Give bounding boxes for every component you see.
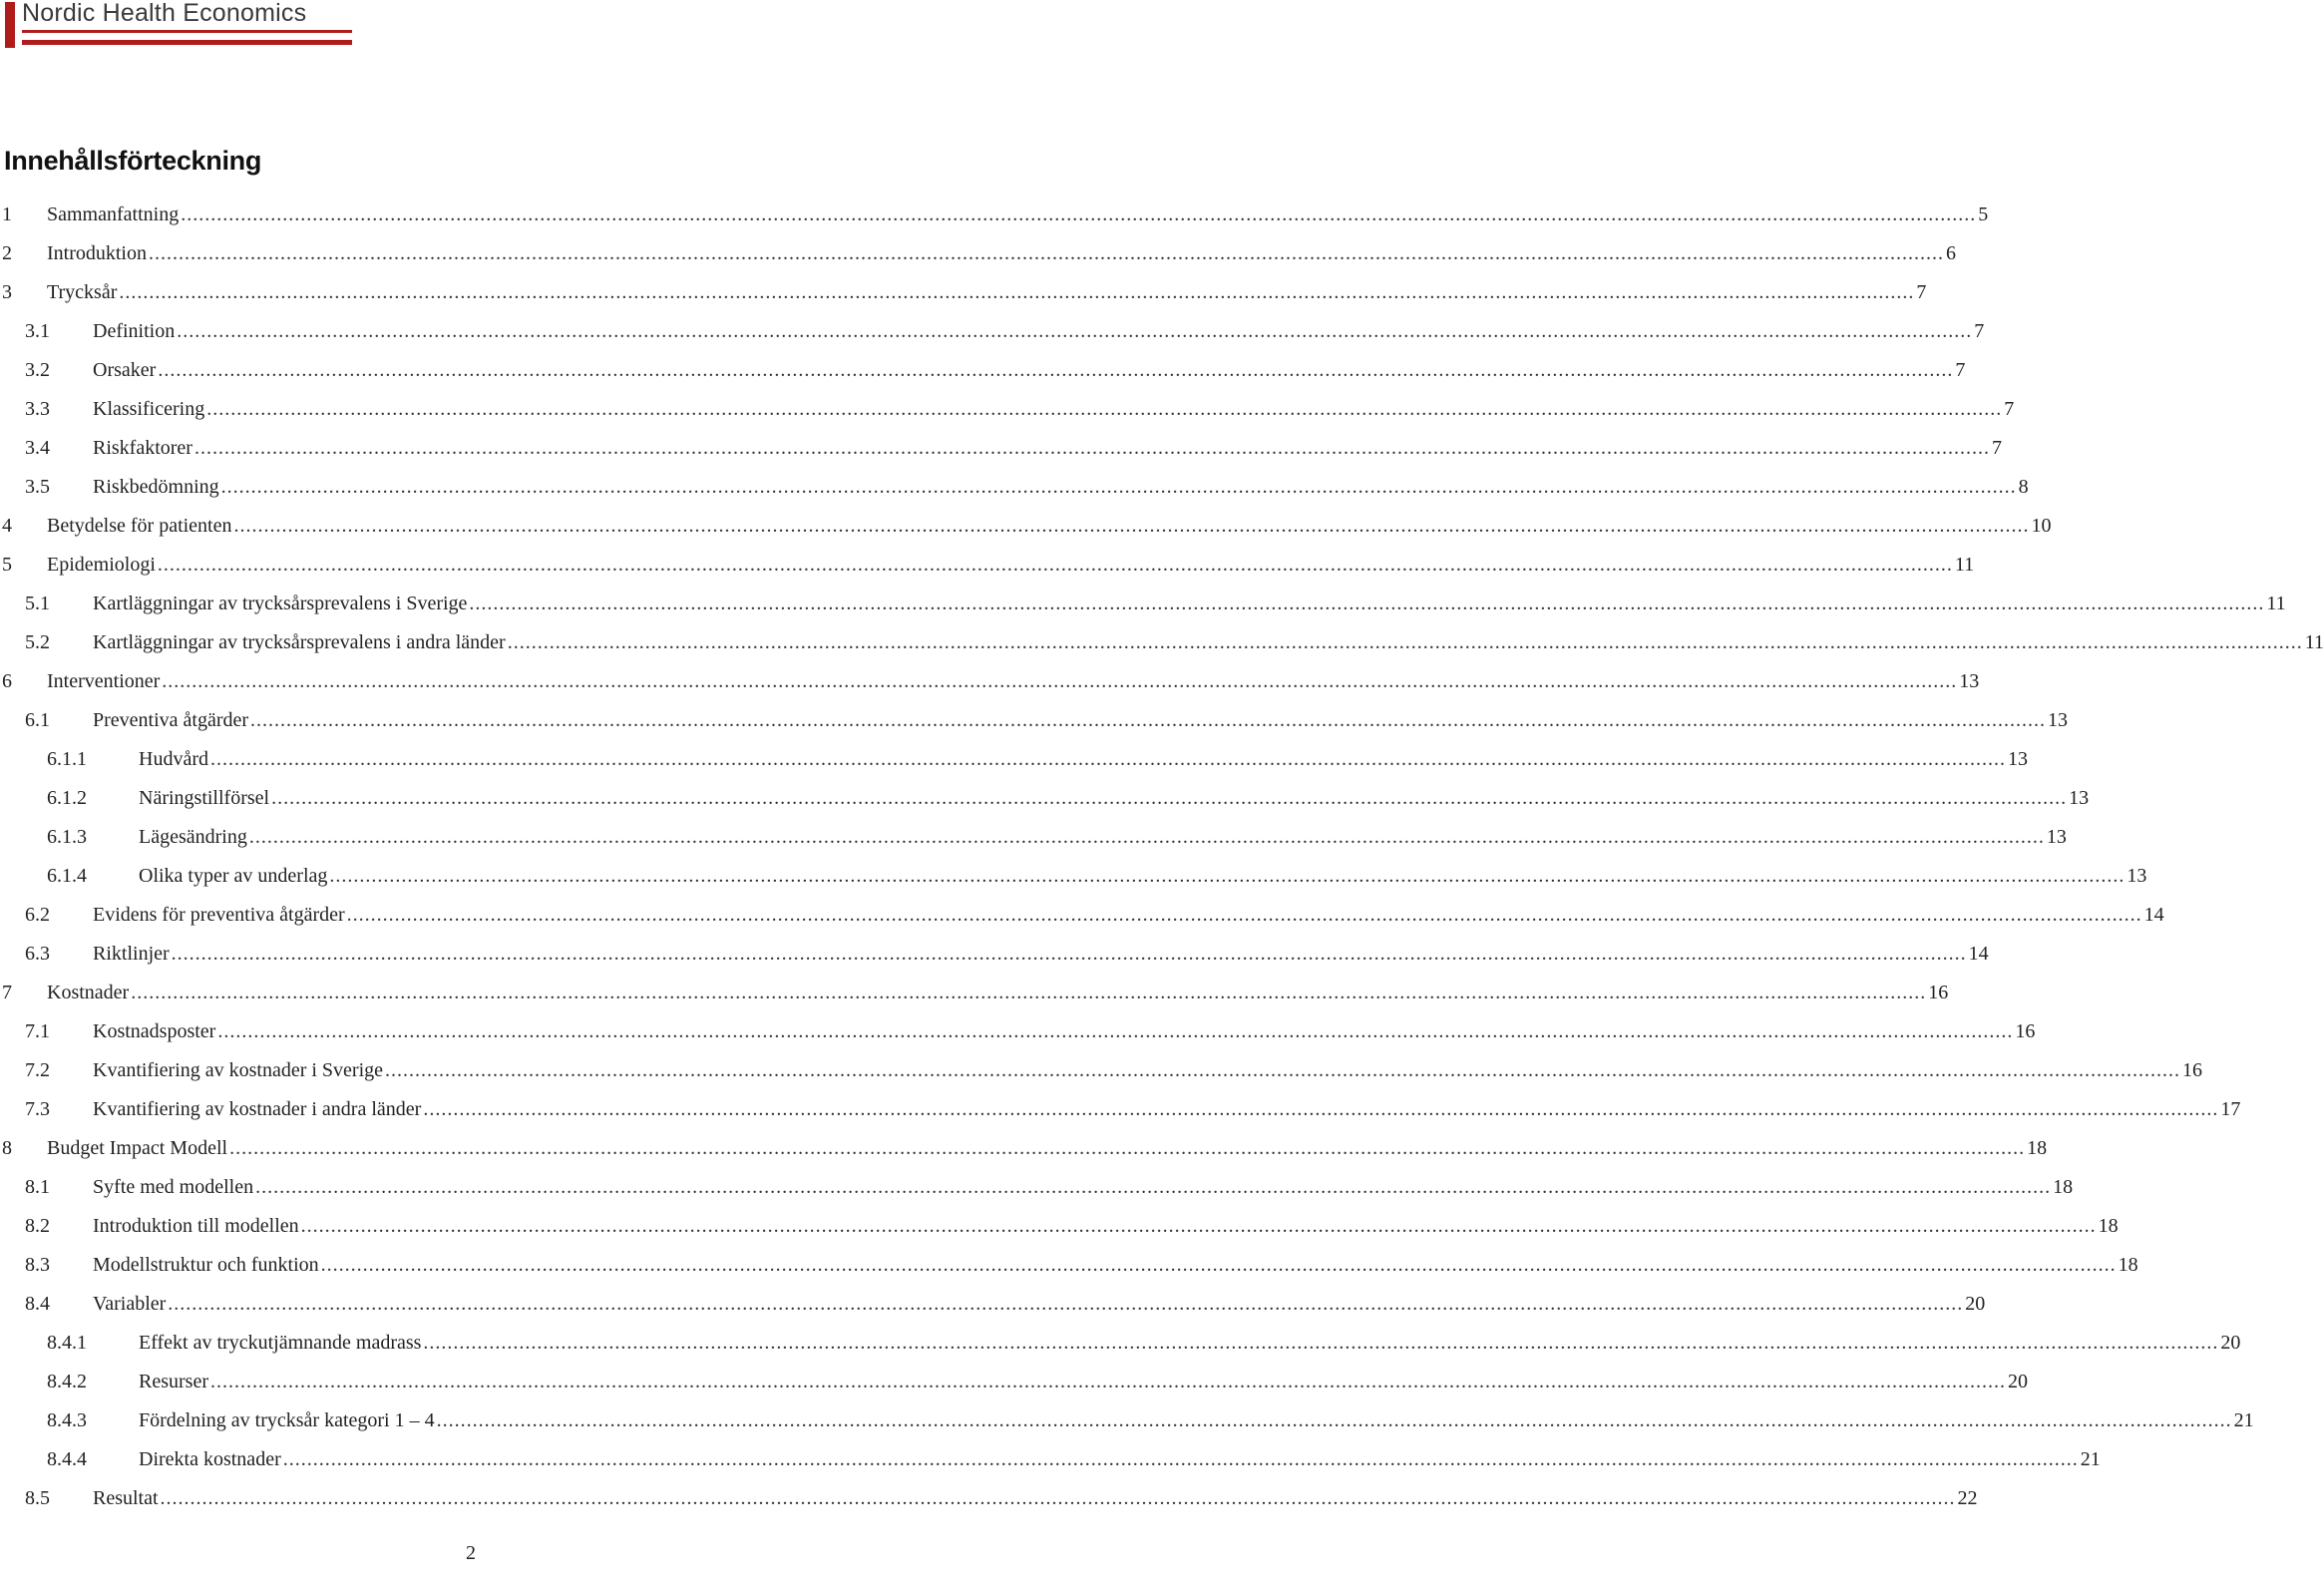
toc-entry-label[interactable]: Betydelse för patienten — [47, 515, 232, 537]
toc-dot-leader: ............................................................................................................................................................................................................................................................................................................ — [233, 515, 2030, 537]
toc-entry[interactable] — [0, 1440, 2101, 1479]
toc-entry-line — [93, 398, 2015, 421]
toc-entry-label[interactable]: Trycksår — [47, 281, 118, 303]
table-of-contents — [0, 196, 2324, 1518]
toc-dot-leader: ............................................................................................................................................................................................................................................................................................................ — [206, 398, 2003, 420]
toc-title: Innehållsförteckning — [4, 146, 262, 176]
toc-entry-line — [47, 242, 1956, 265]
toc-entry-page[interactable]: 11 — [2266, 593, 2286, 614]
toc-entry-page[interactable]: 7 — [1974, 320, 1985, 342]
toc-entry[interactable] — [0, 1012, 2036, 1051]
toc-entry[interactable] — [0, 1129, 2048, 1168]
toc-entry[interactable] — [0, 351, 1966, 390]
toc-entry[interactable] — [0, 234, 1956, 273]
toc-entry-line — [93, 476, 2029, 499]
toc-entry[interactable] — [0, 974, 1949, 1012]
toc-dot-leader: ............................................................................................................................................................................................................................................................................................................ — [250, 709, 2047, 731]
toc-entry-line — [139, 748, 2028, 771]
toc-entry-page[interactable]: 20 — [1965, 1293, 1986, 1315]
toc-entry-page[interactable]: 14 — [1968, 943, 1989, 965]
toc-entry-line — [139, 1371, 2028, 1393]
toc-dot-leader: ............................................................................................................................................................................................................................................................................................................ — [162, 670, 1958, 692]
toc-entry-page[interactable]: 21 — [2080, 1448, 2101, 1470]
toc-dot-leader: ............................................................................................................................................................................................................................................................................................................ — [436, 1409, 2232, 1431]
toc-entry-label[interactable]: Riskfaktorer — [93, 437, 193, 459]
toc-entry-page[interactable]: 7 — [1916, 281, 1927, 303]
toc-entry-number: 6.1.3 — [47, 826, 87, 848]
toc-entry-line — [93, 1487, 1978, 1510]
toc-entry[interactable] — [0, 390, 2015, 429]
toc-entry-label[interactable]: Hudvård — [139, 748, 208, 770]
toc-entry-page[interactable]: 7 — [2004, 398, 2015, 420]
toc-entry-page[interactable]: 8 — [2018, 476, 2029, 498]
toc-entry[interactable] — [0, 662, 1980, 701]
toc-entry-line — [93, 1098, 2241, 1121]
toc-entry-page[interactable]: 5 — [1978, 203, 1989, 225]
toc-entry[interactable] — [0, 585, 2286, 623]
toc-entry-page[interactable]: 16 — [2182, 1059, 2203, 1081]
toc-entry-line — [47, 982, 1949, 1004]
toc-entry-number: 6.1.4 — [47, 865, 87, 887]
toc-dot-leader: ............................................................................................................................................................................................................................................................................................................ — [119, 281, 1915, 303]
toc-entry-line — [93, 904, 2164, 927]
toc-entry-page[interactable]: 7 — [1955, 359, 1966, 381]
toc-entry-line — [93, 320, 1985, 343]
toc-entry-number: 8.4.4 — [47, 1448, 87, 1470]
toc-entry-number: 8.1 — [25, 1176, 50, 1198]
toc-entry-page[interactable]: 13 — [2048, 709, 2069, 731]
toc-entry-label[interactable]: Syfte med modellen — [93, 1176, 254, 1198]
toc-dot-leader: ............................................................................................................................................................................................................................................................................................................ — [157, 554, 1953, 576]
toc-entry-line — [93, 1254, 2138, 1277]
toc-entry[interactable] — [0, 818, 2067, 857]
toc-dot-leader: ............................................................................................................................................................................................................................................................................................................ — [271, 787, 2068, 809]
toc-entry[interactable] — [0, 935, 1989, 974]
toc-entry-label[interactable]: Preventiva åtgärder — [93, 709, 249, 731]
toc-dot-leader: ............................................................................................................................................................................................................................................................................................................ — [149, 242, 1944, 264]
toc-entry-page[interactable]: 18 — [2053, 1176, 2074, 1198]
toc-entry-page[interactable]: 11 — [2304, 631, 2324, 653]
toc-dot-leader: ............................................................................................................................................................................................................................................................................................................ — [194, 437, 1990, 459]
toc-entry[interactable] — [0, 1401, 2254, 1440]
toc-entry[interactable] — [0, 1090, 2241, 1129]
toc-entry[interactable] — [0, 896, 2164, 935]
toc-dot-leader: ............................................................................................................................................................................................................................................................................................................ — [209, 1371, 2006, 1392]
toc-entry-number: 3.5 — [25, 476, 50, 498]
toc-entry-label[interactable]: Budget Impact Modell — [47, 1137, 228, 1159]
toc-entry-number: 7.2 — [25, 1059, 50, 1081]
toc-entry[interactable] — [0, 779, 2090, 818]
toc-dot-leader: ............................................................................................................................................................................................................................................................................................................ — [346, 904, 2142, 926]
toc-entry-page[interactable]: 18 — [2098, 1215, 2119, 1237]
toc-entry-page[interactable]: 11 — [1954, 554, 1975, 576]
toc-entry-number: 6.1.1 — [47, 748, 87, 770]
toc-entry-label[interactable]: Interventioner — [47, 670, 161, 692]
company-logo — [0, 0, 359, 52]
toc-entry-label[interactable]: Kvantifiering av kostnader i Sverige — [93, 1059, 384, 1081]
toc-entry-line — [139, 865, 2147, 888]
toc-entry-line — [139, 1448, 2101, 1471]
toc-entry-number: 1 — [2, 203, 12, 225]
toc-entry-number: 6.1 — [25, 709, 50, 731]
toc-entry-number: 7 — [2, 982, 12, 1003]
toc-entry-line — [93, 359, 1966, 382]
logo-underline-thin — [22, 30, 352, 33]
toc-entry[interactable] — [0, 1479, 1978, 1518]
toc-entry-label[interactable]: Kartläggningar av trycksårsprevalens i andra länder — [93, 631, 506, 653]
toc-dot-leader: ............................................................................................................................................................................................................................................................................................................ — [469, 593, 2265, 614]
toc-entry-line — [93, 631, 2324, 654]
toc-dot-leader: ............................................................................................................................................................................................................................................................................................................ — [329, 865, 2126, 887]
toc-entry-page[interactable]: 10 — [2031, 515, 2052, 537]
toc-dot-leader: ............................................................................................................................................................................................................................................................................................................ — [423, 1332, 2219, 1354]
page-number: 2 — [466, 1542, 476, 1564]
toc-dot-leader: ............................................................................................................................................................................................................................................................................................................ — [181, 203, 1977, 225]
toc-entry[interactable] — [0, 623, 2324, 662]
toc-entry-label[interactable]: Olika typer av underlag — [139, 865, 328, 887]
toc-dot-leader: ............................................................................................................................................................................................................................................................................................................ — [177, 320, 1973, 342]
toc-entry[interactable] — [0, 273, 1927, 312]
toc-entry[interactable] — [0, 196, 1989, 234]
toc-entry[interactable] — [0, 1363, 2028, 1401]
toc-entry-line — [139, 1332, 2241, 1355]
toc-dot-leader: ............................................................................................................................................................................................................................................................................................................ — [229, 1137, 2026, 1159]
toc-entry-number: 6.1.2 — [47, 787, 87, 809]
toc-dot-leader: ............................................................................................................................................................................................................................................................................................................ — [168, 1293, 1964, 1315]
toc-entry-label[interactable]: Evidens för preventiva åtgärder — [93, 904, 345, 926]
toc-entry-page[interactable]: 13 — [2007, 748, 2028, 770]
toc-entry[interactable] — [0, 546, 1975, 585]
toc-entry-label[interactable]: Sammanfattning — [47, 203, 180, 225]
toc-entry-label[interactable]: Introduktion till modellen — [93, 1215, 299, 1237]
toc-entry-label[interactable]: Definition — [93, 320, 176, 342]
toc-entry-label[interactable]: Riktlinjer — [93, 943, 170, 965]
toc-entry-number: 6 — [2, 670, 12, 692]
toc-entry[interactable] — [0, 312, 1985, 351]
toc-entry-number: 6.3 — [25, 943, 50, 965]
toc-entry-line — [47, 203, 1989, 226]
toc-entry-line — [93, 1020, 2036, 1043]
toc-entry-line — [139, 1409, 2254, 1432]
toc-dot-leader: ............................................................................................................................................................................................................................................................................................................ — [255, 1176, 2052, 1198]
toc-entry-page[interactable]: 20 — [2007, 1371, 2028, 1392]
toc-entry-page[interactable]: 14 — [2143, 904, 2164, 926]
toc-entry-number: 5 — [2, 554, 12, 576]
toc-dot-leader: ............................................................................................................................................................................................................................................................................................................ — [423, 1098, 2219, 1120]
toc-entry-number: 5.2 — [25, 631, 50, 653]
toc-entry-line — [139, 826, 2067, 849]
toc-entry-label[interactable]: Effekt av tryckutjämnande madrass — [139, 1332, 422, 1354]
toc-entry-number: 8.4 — [25, 1293, 50, 1315]
toc-entry-line — [47, 554, 1975, 577]
toc-entry-page[interactable]: 13 — [2127, 865, 2147, 887]
toc-dot-leader: ............................................................................................................................................................................................................................................................................................................ — [158, 359, 1954, 381]
toc-entry-line — [47, 1137, 2048, 1160]
toc-entry-page[interactable]: 13 — [1959, 670, 1980, 692]
toc-entry-page[interactable]: 16 — [2015, 1020, 2036, 1042]
toc-entry-number: 8 — [2, 1137, 12, 1159]
toc-entry-label[interactable]: Kostnadsposter — [93, 1020, 216, 1042]
toc-entry-label[interactable]: Kostnader — [47, 982, 130, 1003]
toc-dot-leader: ............................................................................................................................................................................................................................................................................................................ — [220, 476, 2017, 498]
toc-entry-label[interactable]: Epidemiologi — [47, 554, 156, 576]
toc-entry-number: 6.2 — [25, 904, 50, 926]
toc-entry-number: 8.3 — [25, 1254, 50, 1276]
toc-entry-label[interactable]: Direkta kostnader — [139, 1448, 281, 1470]
toc-entry-label[interactable]: Introduktion — [47, 242, 147, 264]
toc-entry-label[interactable]: Riskbedömning — [93, 476, 219, 498]
toc-entry-page[interactable]: 17 — [2220, 1098, 2241, 1120]
toc-entry-line — [47, 281, 1927, 304]
toc-entry[interactable] — [0, 740, 2028, 779]
toc-entry-page[interactable]: 13 — [2046, 826, 2067, 848]
toc-entry-number: 3.4 — [25, 437, 50, 459]
toc-entry-line — [93, 1293, 1986, 1316]
toc-entry-line — [47, 670, 1980, 693]
toc-entry-number: 3 — [2, 281, 12, 303]
toc-entry[interactable] — [0, 429, 2002, 468]
toc-entry-page[interactable]: 16 — [1928, 982, 1949, 1003]
toc-entry-line — [139, 787, 2090, 810]
toc-dot-leader: ............................................................................................................................................................................................................................................................................................................ — [217, 1020, 2014, 1042]
toc-entry-page[interactable]: 18 — [2027, 1137, 2048, 1159]
toc-entry[interactable] — [0, 468, 2029, 507]
toc-dot-leader: ............................................................................................................................................................................................................................................................................................................ — [171, 943, 1967, 965]
toc-entry[interactable] — [0, 1285, 1986, 1324]
toc-entry-page[interactable]: 20 — [2220, 1332, 2241, 1354]
toc-entry-number: 2 — [2, 242, 12, 264]
toc-entry-number: 8.5 — [25, 1487, 50, 1509]
toc-entry[interactable] — [0, 701, 2069, 740]
toc-entry-line — [93, 1059, 2203, 1082]
toc-dot-leader: ............................................................................................................................................................................................................................................................................................................ — [300, 1215, 2097, 1237]
toc-entry[interactable] — [0, 1168, 2074, 1207]
toc-entry-number: 3.1 — [25, 320, 50, 342]
toc-entry-number: 8.4.3 — [47, 1409, 87, 1431]
toc-entry-label[interactable]: Variabler — [93, 1293, 167, 1315]
toc-entry-number: 7.1 — [25, 1020, 50, 1042]
toc-entry-page[interactable]: 13 — [2069, 787, 2090, 809]
toc-entry-label[interactable]: Orsaker — [93, 359, 157, 381]
toc-entry-page[interactable]: 6 — [1946, 242, 1956, 264]
toc-entry-label[interactable]: Resultat — [93, 1487, 159, 1509]
toc-entry-number: 3.2 — [25, 359, 50, 381]
toc-entry-label[interactable]: Fördelning av trycksår kategori 1 – 4 — [139, 1409, 435, 1431]
toc-entry-label[interactable]: Lägesändring — [139, 826, 247, 848]
toc-entry-number: 8.2 — [25, 1215, 50, 1237]
toc-entry-label[interactable]: Klassificering — [93, 398, 205, 420]
toc-entry-number: 5.1 — [25, 593, 50, 614]
toc-entry-number: 8.4.1 — [47, 1332, 87, 1354]
logo-text: Nordic Health Economics — [22, 0, 307, 27]
toc-entry-number: 3.3 — [25, 398, 50, 420]
toc-entry[interactable] — [0, 1051, 2203, 1090]
toc-entry-number: 7.3 — [25, 1098, 50, 1120]
toc-entry-page[interactable]: 18 — [2118, 1254, 2138, 1276]
toc-dot-leader: ............................................................................................................................................................................................................................................................................................................ — [385, 1059, 2181, 1081]
toc-entry-number: 8.4.2 — [47, 1371, 87, 1392]
toc-dot-leader: ............................................................................................................................................................................................................................................................................................................ — [507, 631, 2303, 653]
toc-entry-line — [93, 593, 2286, 615]
toc-dot-leader: ............................................................................................................................................................................................................................................................................................................ — [160, 1487, 1956, 1509]
toc-entry-label[interactable]: Näringstillförsel — [139, 787, 270, 809]
toc-entry-line — [93, 943, 1989, 966]
toc-entry-page[interactable]: 7 — [1991, 437, 2002, 459]
toc-entry-line — [93, 709, 2069, 732]
toc-entry-label[interactable]: Resurser — [139, 1371, 208, 1392]
toc-entry[interactable] — [0, 1207, 2119, 1246]
toc-entry-label[interactable]: Modellstruktur och funktion — [93, 1254, 319, 1276]
toc-entry-number: 4 — [2, 515, 12, 537]
toc-dot-leader: ............................................................................................................................................................................................................................................................................................................ — [131, 982, 1927, 1003]
toc-entry-label[interactable]: Kartläggningar av trycksårsprevalens i Sverige — [93, 593, 468, 614]
toc-entry-label[interactable]: Kvantifiering av kostnader i andra länder — [93, 1098, 422, 1120]
toc-entry-line — [93, 1176, 2074, 1199]
toc-entry[interactable] — [0, 1246, 2138, 1285]
toc-entry-line — [93, 1215, 2119, 1238]
toc-entry[interactable] — [0, 507, 2052, 546]
toc-entry-page[interactable]: 21 — [2233, 1409, 2254, 1431]
logo-accent-bar — [5, 2, 15, 48]
toc-dot-leader: ............................................................................................................................................................................................................................................................................................................ — [209, 748, 2006, 770]
logo-underline-thick — [22, 40, 352, 45]
toc-dot-leader: ............................................................................................................................................................................................................................................................................................................ — [282, 1448, 2079, 1470]
toc-dot-leader: ............................................................................................................................................................................................................................................................................................................ — [320, 1254, 2117, 1276]
toc-dot-leader: ............................................................................................................................................................................................................................................................................................................ — [248, 826, 2045, 848]
toc-entry-line — [93, 437, 2002, 460]
toc-entry-line — [47, 515, 2052, 538]
toc-entry[interactable] — [0, 1324, 2241, 1363]
toc-entry-page[interactable]: 22 — [1957, 1487, 1978, 1509]
toc-entry[interactable] — [0, 857, 2147, 896]
